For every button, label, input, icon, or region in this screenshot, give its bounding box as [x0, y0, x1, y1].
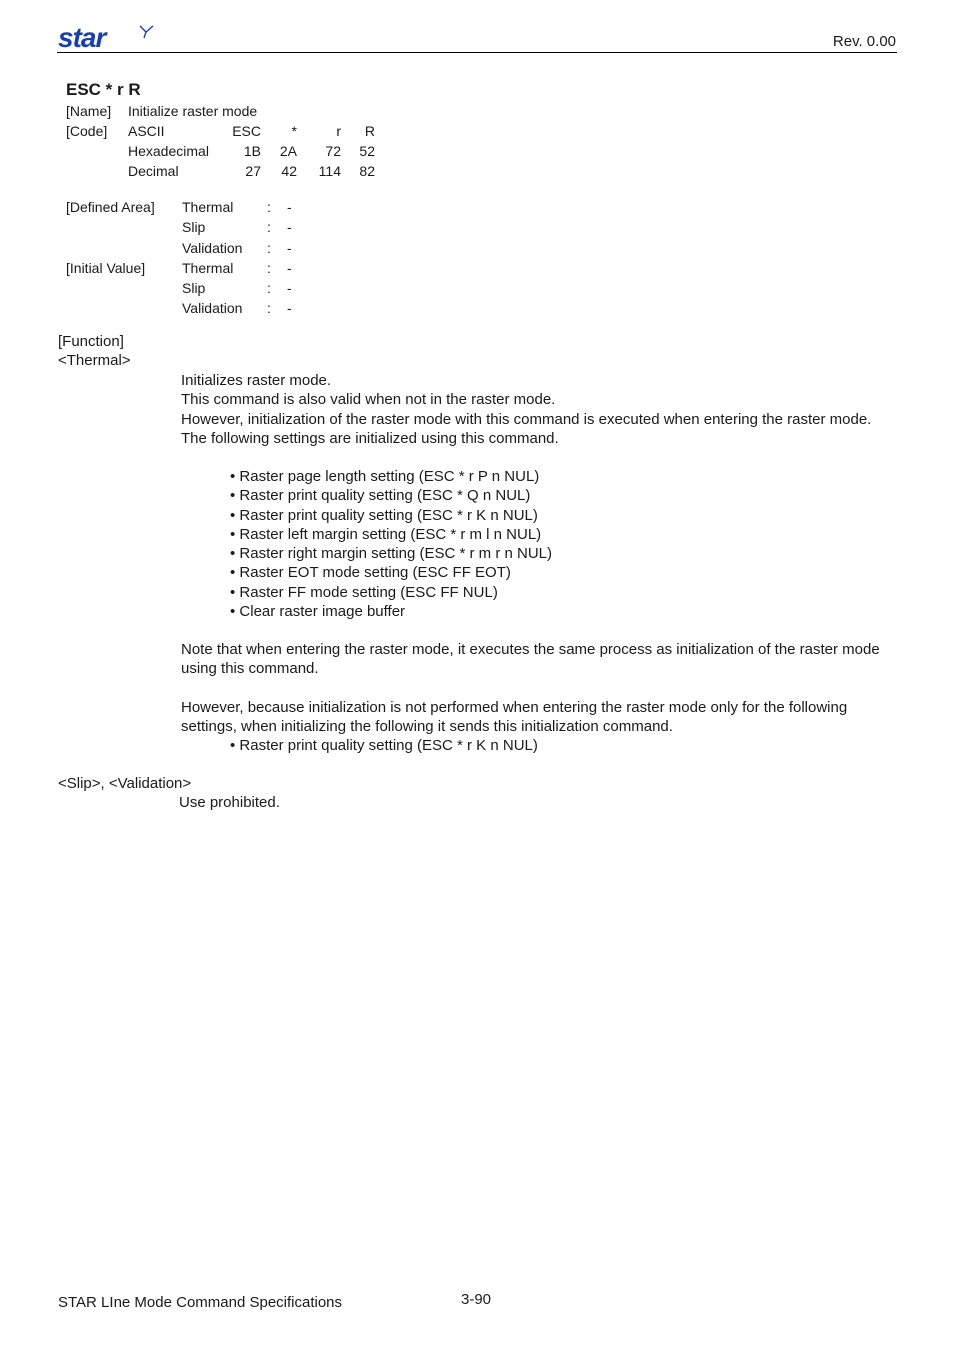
list-item: • Clear raster image buffer — [230, 603, 406, 621]
list-item: • Raster EOT mode setting (ESC FF EOT) — [230, 564, 511, 582]
list-item: • Raster print quality setting (ESC * r K n NUL) — [230, 506, 538, 524]
list-item: • Raster left margin setting (ESC * r m l n NUL) — [230, 525, 542, 543]
name-label: [Name] — [66, 103, 112, 119]
code-cell: 114 — [318, 163, 341, 179]
mode-value: - — [287, 199, 292, 215]
list-item: • Raster right margin setting (ESC * r m r n NUL) — [230, 545, 553, 563]
mode-value: - — [287, 260, 292, 276]
list-item: • Raster print quality setting (ESC * Q n NUL) — [230, 487, 531, 505]
mode-label: Validation — [182, 240, 243, 256]
mode-label: Thermal — [182, 199, 234, 215]
code-cell: 72 — [325, 143, 341, 159]
however-paragraph: However, because initialization is not performed when entering the raster mode only for the following settings, when initializing the following it sends this initialization command. — [181, 699, 848, 736]
slip-validation-text: Use prohibited. — [179, 794, 280, 811]
revision-label: Rev. 0.00 — [832, 33, 896, 50]
separator: : — [267, 199, 271, 215]
code-cell: 1B — [243, 143, 261, 159]
mode-value: - — [287, 219, 292, 235]
mode-label: Validation — [182, 300, 243, 316]
separator: : — [267, 280, 271, 296]
list-item: • Raster print quality setting (ESC * r K n NUL) — [230, 737, 538, 754]
mode-label: Slip — [182, 219, 206, 235]
paragraph: The following settings are initialized using this command. — [181, 429, 559, 447]
command-title: ESC * r R — [66, 80, 141, 99]
mode-value: - — [287, 240, 292, 256]
initial-value-label: [Initial Value] — [66, 260, 146, 276]
name-value: Initialize raster mode — [128, 103, 258, 119]
logo-text: star — [58, 22, 106, 52]
header-divider — [57, 52, 897, 53]
star-mark-icon — [140, 26, 153, 38]
code-cell: ESC — [232, 123, 261, 139]
note-paragraph: Note that when entering the raster mode, it executes the same process as initialization of the raster mode using this command. — [181, 641, 880, 678]
mode-label: Thermal — [182, 260, 234, 276]
code-cell: R — [364, 123, 375, 139]
function-label: [Function] — [58, 333, 124, 350]
footer-doc-title: STAR LIne Mode Command Specifications — [58, 1294, 343, 1311]
code-row-label: Hexadecimal — [128, 143, 209, 159]
paragraph: However, initialization of the raster mode with this command is executed when entering the raster mode. — [181, 410, 872, 428]
page-number: 3-90 — [461, 1291, 492, 1308]
extra-settings-list — [230, 736, 538, 755]
code-cell: 52 — [359, 143, 375, 159]
list-item: • Raster page length setting (ESC * r P n NUL) — [230, 468, 540, 485]
separator: : — [267, 260, 271, 276]
separator: : — [267, 300, 271, 316]
mode-label: Slip — [182, 280, 206, 296]
code-cell: 27 — [245, 163, 261, 179]
mode-value: - — [287, 280, 292, 296]
code-cell: 2A — [279, 143, 297, 159]
paragraph: This command is also valid when not in the raster mode. — [181, 391, 556, 409]
list-item: • Raster FF mode setting (ESC FF NUL) — [230, 583, 498, 601]
code-cell: 82 — [359, 163, 375, 179]
code-cell: * — [291, 123, 297, 139]
code-cell: 42 — [281, 163, 297, 179]
function-description — [181, 371, 896, 448]
separator: : — [267, 219, 271, 235]
slip-validation-label: <Slip>, <Validation> — [58, 775, 192, 792]
code-cell: r — [336, 123, 341, 139]
mode-value: - — [287, 300, 292, 316]
code-row-label: ASCII — [128, 123, 165, 139]
paragraph: Initializes raster mode. — [181, 372, 332, 389]
code-row-label: Decimal — [128, 163, 179, 179]
defined-area-label: [Defined Area] — [66, 199, 155, 215]
thermal-label: <Thermal> — [58, 352, 131, 369]
code-label: [Code] — [66, 123, 108, 139]
star-logo — [58, 22, 158, 52]
separator: : — [267, 240, 271, 256]
initialized-settings-list — [230, 467, 552, 621]
